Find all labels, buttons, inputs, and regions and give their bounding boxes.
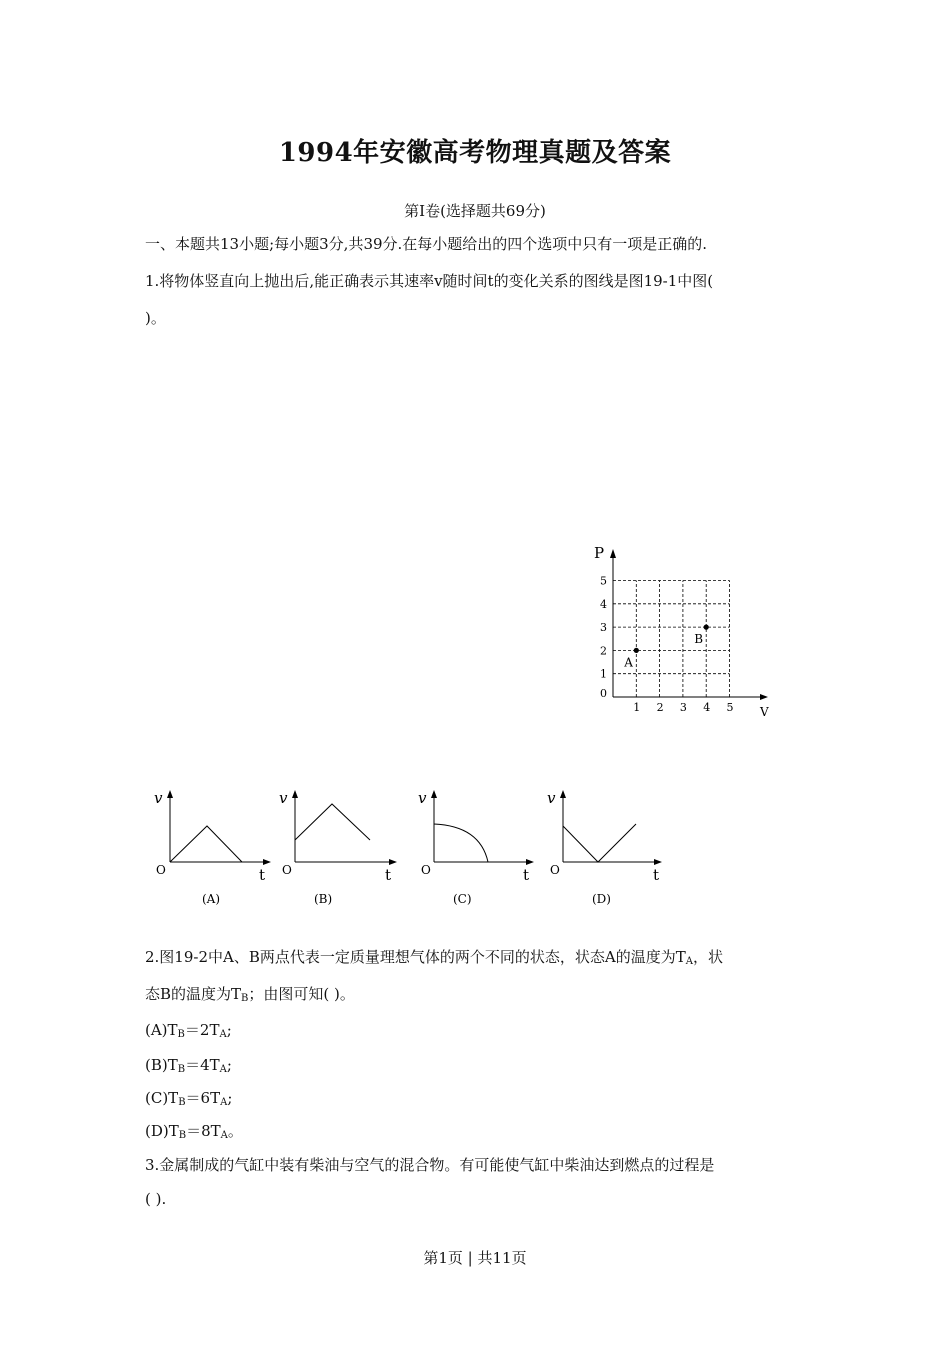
question-2-line-2 [145,983,355,1004]
pv-y-tick-label: 5 [600,574,607,588]
vt-a-origin: O [156,863,166,877]
q2-subscript-a: A [685,956,693,967]
vt-curve-b [295,804,370,840]
vt-b-origin: O [282,863,292,877]
pv-x-tick-label: 4 [703,701,711,714]
q2-text-a: 2.图19-2中A、B两点代表一定质量理想气体的两个不同的状态，状态A的温度为T [145,948,686,966]
pv-grid-lines [613,581,730,698]
question-1-line-2: )。 [145,309,166,327]
page-footer: 第1页 | 共11页 [423,1249,527,1267]
question-3-line-2: ( ). [145,1190,167,1208]
option-b: (B)TB＝4TA; [145,1056,232,1075]
vt-d-caption: (D) [592,892,611,906]
pv-point-label: B [694,632,704,647]
question-2-line-1 [145,946,723,967]
pv-y-tick-label: 2 [600,644,607,658]
vt-c-origin: O [421,863,431,877]
option-a: (A)TB＝2TA; [145,1021,232,1040]
vt-curve-a [170,826,242,862]
option-d: (D)TB＝8TA。 [145,1122,243,1141]
pv-x-tick-label: 3 [679,701,687,714]
pv-point-b [704,625,709,630]
q2-text-c: 态B的温度为T [145,985,242,1003]
vt-d-y-label: v [547,789,556,807]
vt-b-y-label: v [279,789,288,807]
vt-graphs [145,780,680,915]
vt-d-x-label: t [653,866,660,884]
vt-curve-d [563,824,636,862]
vt-graph-a [154,789,271,906]
pv-point-label: A [624,655,633,670]
pv-x-tick-label: 5 [726,701,734,714]
q2-text-d: ；由图可知( )。 [248,985,355,1003]
pv-graph [580,540,780,725]
vt-a-x-label: t [259,866,266,884]
question-1-line-1: 1.将物体竖直向上抛出后,能正确表示其速率v随时间t的变化关系的图线是图19-1中图( [145,272,714,290]
pv-y-axis-label: P [594,544,605,562]
vt-c-x-label: t [523,866,530,884]
pv-y-tick-label: 1 [600,667,607,681]
vt-b-x-label: t [385,866,392,884]
q2-subscript-b: B [241,993,249,1004]
option-c: (C)TB＝6TA; [145,1089,233,1108]
q2-text-b: ，状 [692,948,723,966]
pv-x-tick-label: 1 [633,701,641,714]
question-3-line-1: 3.金属制成的气缸中装有柴油与空气的混合物。有可能使气缸中柴油达到燃点的过程是 [145,1156,715,1174]
section-heading: 第Ⅰ卷(选择题共69分) [404,202,546,220]
vt-c-y-label: v [418,789,427,807]
vt-d-origin: O [550,863,560,877]
vt-a-y-label: v [154,789,163,807]
pv-y-tick-label: 4 [600,597,607,611]
pv-point-a [634,648,639,653]
vt-graph-b [279,789,397,906]
page-title: 1994年安徽高考物理真题及答案 [278,138,672,168]
vt-graph-d [547,789,662,906]
instructions-text: 一、本题共13小题;每小题3分,共39分.在每小题给出的四个选项中只有一项是正确的. [145,235,708,253]
vt-curve-c [434,824,488,862]
vt-graph-c [418,789,534,906]
pv-x-tick-label: 2 [656,701,664,714]
vt-c-caption: (C) [453,892,472,906]
pv-origin-label: 0 [600,687,607,700]
vt-a-caption: (A) [202,892,221,906]
pv-x-axis-label: V [760,705,769,719]
vt-b-caption: (B) [314,892,333,906]
pv-y-tick-label: 3 [600,621,607,635]
